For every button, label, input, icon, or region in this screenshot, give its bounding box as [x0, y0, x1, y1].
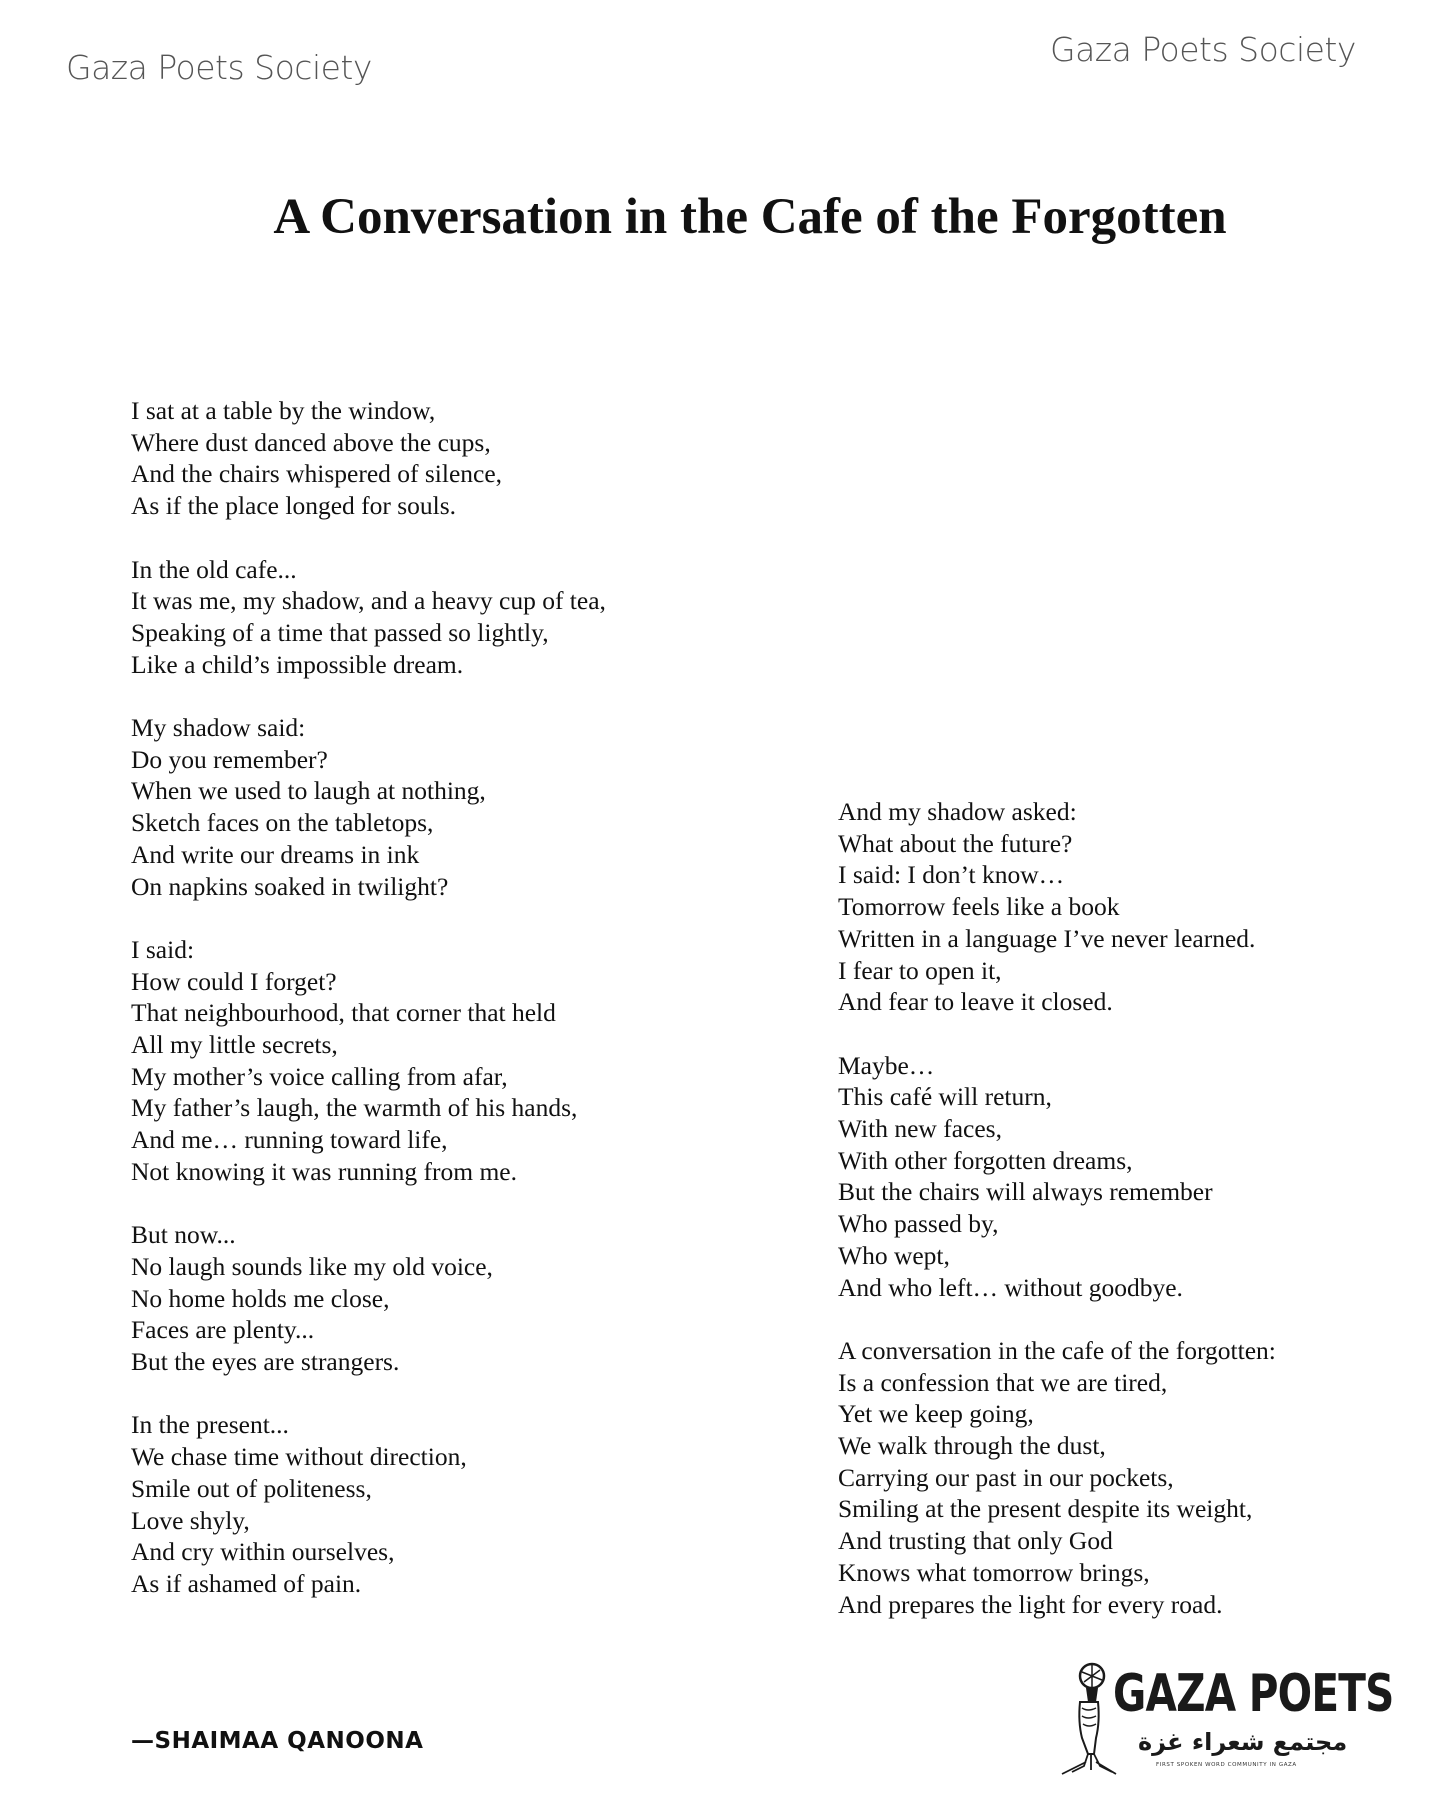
poem-line: Where dust danced above the cups,	[131, 427, 491, 457]
stanza	[131, 1409, 691, 1599]
poem-line: All my little secrets,	[131, 1030, 338, 1060]
poem-line: No home holds me close,	[131, 1283, 390, 1313]
stanza	[838, 796, 1398, 1018]
poem-line: And trusting that only God	[838, 1526, 1113, 1556]
poem-line: My father’s laugh, the warmth of his hands,	[131, 1093, 578, 1123]
poem-line: Not knowing it was running from me.	[131, 1156, 517, 1186]
poem-line: My shadow said:	[131, 713, 306, 742]
author-signature: —SHAIMAA QANOONA	[131, 1728, 424, 1754]
poem-line: Who passed by,	[838, 1209, 999, 1239]
poem-line: With other forgotten dreams,	[838, 1145, 1133, 1175]
poem-line: No laugh sounds like my old voice,	[131, 1251, 493, 1281]
poem-line: Do you remember?	[131, 744, 328, 774]
poem-line: We walk through the dust,	[838, 1431, 1106, 1461]
poem-line: Yet we keep going,	[838, 1399, 1034, 1429]
poem-line: Smile out of politeness,	[131, 1473, 372, 1503]
poem-line: What about the future?	[838, 828, 1073, 858]
poem-line: In the present...	[131, 1410, 289, 1440]
stanza	[838, 1335, 1398, 1620]
poem-line: I sat at a table by the window,	[131, 396, 436, 425]
microphone-icon	[1058, 1662, 1118, 1778]
poem-line: Sketch faces on the tabletops,	[131, 808, 434, 838]
poem-line: As if the place longed for souls.	[131, 491, 457, 521]
poem-line: I fear to open it,	[838, 955, 1002, 985]
poem-line: When we used to laugh at nothing,	[131, 776, 486, 806]
poem-line: Like a child’s impossible dream.	[131, 649, 464, 679]
poem-line: We chase time without direction,	[131, 1442, 467, 1472]
header-right-society-name: Gaza Poets Society	[1050, 30, 1356, 69]
poem-line: But the eyes are strangers.	[131, 1347, 400, 1377]
poem-line: My mother’s voice calling from afar,	[131, 1061, 508, 1091]
poem-line: And fear to leave it closed.	[838, 987, 1113, 1017]
poem-line: I said:	[131, 934, 195, 964]
poem-line: In the old cafe...	[131, 554, 297, 584]
poem-line: But now...	[131, 1220, 236, 1250]
logo-arabic-text: مجتمع شعراء غزة	[1138, 1728, 1348, 1756]
stanza	[131, 712, 691, 902]
poem-line: Knows what tomorrow brings,	[838, 1557, 1150, 1587]
poem-line: This café will return,	[838, 1082, 1052, 1112]
poem-line: And who left… without goodbye.	[838, 1272, 1183, 1302]
header-left-society-name: Gaza Poets Society	[66, 48, 372, 87]
poem-line: As if ashamed of pain.	[131, 1568, 362, 1598]
poem-right-column	[838, 796, 1398, 1620]
stanza	[838, 1050, 1398, 1304]
poem-left-column	[131, 395, 691, 1600]
poem-line: Tomorrow feels like a book	[838, 892, 1120, 922]
stanza	[131, 1219, 691, 1378]
poem-line: Is a confession that we are tired,	[838, 1367, 1168, 1397]
poem-line: And prepares the light for every road.	[838, 1589, 1223, 1619]
poem-line: And me… running toward life,	[131, 1125, 448, 1155]
poem-line: And cry within ourselves,	[131, 1537, 395, 1567]
poem-line: How could I forget?	[131, 966, 337, 996]
poem-line: Love shyly,	[131, 1505, 250, 1535]
poem-line: Written in a language I’ve never learned.	[838, 923, 1256, 953]
stanza	[131, 395, 691, 522]
poem-line: And the chairs whispered of silence,	[131, 459, 503, 489]
poem-line: Maybe…	[838, 1050, 935, 1080]
logo-tagline: FIRST SPOKEN WORD COMMUNITY IN GAZA	[1156, 1762, 1297, 1768]
poem-line: With new faces,	[838, 1114, 1002, 1144]
gaza-poets-logo	[1058, 1662, 1394, 1778]
poem-line: Smiling at the present despite its weight,	[838, 1494, 1253, 1524]
stanza	[131, 934, 691, 1188]
poem-line: On napkins soaked in twilight?	[131, 871, 449, 901]
stanza	[131, 554, 691, 681]
poem-line: It was me, my shadow, and a heavy cup of tea,	[131, 586, 606, 616]
poem-line: I said: I don’t know…	[838, 860, 1065, 890]
poem-line: A conversation in the cafe of the forgotten:	[838, 1335, 1276, 1365]
logo-title: GAZA POETS	[1113, 1664, 1394, 1724]
poem-line: Faces are plenty...	[131, 1315, 315, 1345]
poem-title: A Conversation in the Cafe of the Forgotten	[273, 189, 1227, 245]
poem-line: Speaking of a time that passed so lightly,	[131, 617, 549, 647]
poem-line: That neighbourhood, that corner that held	[131, 998, 556, 1028]
poem-line: But the chairs will always remember	[838, 1177, 1213, 1207]
poem-line: Carrying our past in our pockets,	[838, 1462, 1174, 1492]
poem-line: And my shadow asked:	[838, 797, 1077, 826]
poem-line: And write our dreams in ink	[131, 839, 420, 869]
poem-line: Who wept,	[838, 1240, 950, 1270]
